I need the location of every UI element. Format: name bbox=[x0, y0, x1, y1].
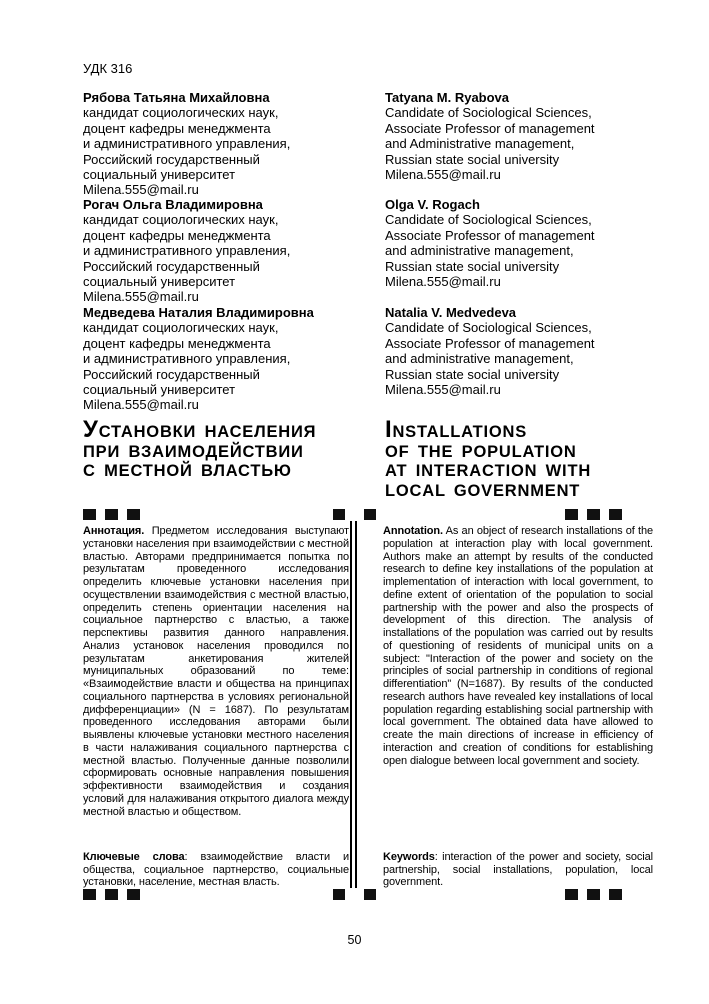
author-3-en bbox=[385, 305, 675, 397]
abstract-en bbox=[383, 525, 653, 889]
ornament-square bbox=[565, 509, 578, 520]
ornament-row-bottom-right bbox=[565, 889, 622, 900]
author-affiliation-line: Russian state social university bbox=[385, 366, 560, 382]
ornament-square bbox=[364, 509, 376, 520]
author-name: Рябова Татьяна Михайловна bbox=[83, 90, 270, 105]
author-affiliation-line: и административного управления, bbox=[83, 351, 291, 367]
author-affiliation-line: and administrative management, bbox=[385, 243, 574, 259]
author-affiliation-line: доцент кафедры менеджмента bbox=[83, 335, 271, 351]
author-affiliation-line: Russian state social university bbox=[385, 258, 560, 274]
title-drop-initial: У bbox=[83, 416, 99, 443]
ornament-square bbox=[364, 889, 376, 900]
udc-code: УДК 316 bbox=[83, 61, 133, 76]
author-affiliation-line: доцент кафедры менеджмента bbox=[83, 120, 271, 136]
author-name: Медведева Наталия Владимировна bbox=[83, 305, 314, 320]
ornament-square bbox=[333, 509, 345, 520]
author-name: Tatyana M. Ryabova bbox=[385, 90, 510, 105]
author-affiliation-line: социальный университет bbox=[83, 167, 236, 183]
ornament-row-top-right bbox=[565, 509, 622, 520]
title-line: ПРИ ВЗАИМОДЕЙСТВИИ bbox=[83, 442, 304, 461]
author-3-ru bbox=[83, 305, 373, 413]
title-line: С МЕСТНОЙ ВЛАСТЬЮ bbox=[83, 462, 292, 481]
author-affiliation-line: Associate Professor of management bbox=[385, 120, 595, 136]
author-affiliation-line: Candidate of Sociological Sciences, bbox=[385, 212, 592, 228]
ornament-square bbox=[127, 509, 140, 520]
abstract-label: Annotation. bbox=[383, 525, 443, 537]
author-affiliation-line: социальный университет bbox=[83, 274, 236, 290]
title-line: AT INTERACTION WITH bbox=[385, 462, 592, 481]
author-email: Milena.555@mail.ru bbox=[385, 274, 501, 290]
author-name: Olga V. Rogach bbox=[385, 197, 480, 212]
abstract-label: Аннотация. bbox=[83, 525, 145, 537]
author-affiliation-line: Candidate of Sociological Sciences, bbox=[385, 320, 592, 336]
author-email: Milena.555@mail.ru bbox=[385, 382, 501, 398]
author-name: Рогач Ольга Владимировна bbox=[83, 197, 263, 212]
title-line: УСТАНОВКИ НАСЕЛЕНИЯ bbox=[83, 416, 317, 443]
author-affiliation-line: кандидат социологических наук, bbox=[83, 105, 279, 121]
page-number: 50 bbox=[347, 933, 362, 947]
keywords-label: Ключевые слова bbox=[83, 850, 185, 863]
ornament-square-center-right bbox=[364, 889, 376, 900]
ornament-square bbox=[565, 889, 578, 900]
ornament-square bbox=[609, 509, 622, 520]
title-drop-initial: I bbox=[385, 416, 393, 443]
author-email: Milena.555@mail.ru bbox=[385, 167, 501, 183]
author-affiliation-line: Российский государственный bbox=[83, 366, 260, 382]
abstract-ru-text: Аннотация. Предметом исследования выступают установки населения при взаимодействии с местной властью. Авторами предпринимается попытка по результатам проведенного исследования определить ключевые установки населения при осуществлении взаимодействия с местной властью, определить степень ориентации населения на социальное партнерство с властью, а также перспективы развития данного направления. Анализ установок населения проводился по результатам анкетирования жителей муниципальных образований по теме: «Взаимодействие власти и общества на принципах социального партнерства в условиях региональной дифференциации» (N = 1687). По результатам проведенного исследования авторами были выявлены ключевые установки местного населения в части налаживания социального партнерства с местной властью. Полученные данные позволили сформировать основные направления повышения эффективности взаимодействия и создания условий для налаживания открытого диалога между местной властью и обществом. bbox=[83, 525, 349, 818]
author-affiliation-line: кандидат социологических наук, bbox=[83, 212, 279, 228]
title-line: OF THE POPULATION bbox=[385, 442, 577, 461]
ornament-square bbox=[127, 889, 140, 900]
author-email: Milena.555@mail.ru bbox=[83, 182, 199, 198]
title-line: LOCAL GOVERNMENT bbox=[385, 481, 581, 500]
author-1-ru bbox=[83, 90, 373, 198]
ornament-square bbox=[587, 509, 600, 520]
keywords-ru: Ключевые слова: взаимодействие власти и общества, социальное партнерство, социальные установки, население, местная власть. bbox=[83, 850, 349, 889]
author-affiliation-line: Российский государственный bbox=[83, 258, 260, 274]
ornament-square bbox=[587, 889, 600, 900]
ornament-square bbox=[83, 509, 96, 520]
ornament-row-bottom-left bbox=[83, 889, 140, 900]
author-affiliation-line: and Administrative management, bbox=[385, 136, 575, 152]
author-affiliation-line: доцент кафедры менеджмента bbox=[83, 227, 271, 243]
author-affiliation-line: кандидат социологических наук, bbox=[83, 320, 279, 336]
ornament-square bbox=[105, 509, 118, 520]
abstract-en-text: Annotation. As an object of research installations of the population at interaction play with local government. Authors make an attempt by results of the conducted research to define key installations of the population at implementation of interaction with local government, to define extent of orientation of the population to social partnership with the power and also the prospects of development of this direction. The analysis of installations of the population was carried out by results of questioning of residents of municipal units on a subject: "Interaction of the power and society on the principles of social partnership in conditions of regional differentiation" (N=1687). By results of the conducted research authors have revealed key installations of local population regarding establishing social partnership with local government. The obtained data have allowed to create the main directions of increase in efficiency of interaction and creation of conditions for establishing open dialogue between local government and society. bbox=[383, 525, 653, 767]
ornament-square-center-right bbox=[364, 509, 376, 520]
author-1-en bbox=[385, 90, 675, 182]
ornament-square-center-left bbox=[333, 889, 345, 900]
article-title-ru bbox=[83, 416, 373, 482]
author-affiliation-line: Candidate of Sociological Sciences, bbox=[385, 105, 592, 121]
ornament-square bbox=[333, 889, 345, 900]
article-title-en bbox=[385, 416, 675, 501]
author-email: Milena.555@mail.ru bbox=[83, 289, 199, 305]
author-affiliation-line: Associate Professor of management bbox=[385, 227, 595, 243]
ornament-square bbox=[105, 889, 118, 900]
author-name: Natalia V. Medvedeva bbox=[385, 305, 517, 320]
abstract-ru bbox=[83, 525, 349, 889]
title-line: INSTALLATIONS bbox=[385, 416, 528, 443]
author-affiliation-line: социальный университет bbox=[83, 382, 236, 398]
ornament-square-center-left bbox=[333, 509, 345, 520]
keywords-en: Keywords: interaction of the power and society, social partnership, social installations, population, local government. bbox=[383, 850, 653, 889]
column-divider-rule bbox=[350, 521, 357, 888]
author-affiliation-line: и административного управления, bbox=[83, 136, 291, 152]
author-affiliation-line: и административного управления, bbox=[83, 243, 291, 259]
ornament-square bbox=[609, 889, 622, 900]
author-affiliation-line: and administrative management, bbox=[385, 351, 574, 367]
author-affiliation-line: Российский государственный bbox=[83, 151, 260, 167]
author-2-en bbox=[385, 197, 675, 289]
author-affiliation-line: Associate Professor of management bbox=[385, 335, 595, 351]
author-2-ru bbox=[83, 197, 373, 305]
ornament-row-top-left bbox=[83, 509, 140, 520]
keywords-label: Keywords bbox=[383, 850, 435, 863]
ornament-square bbox=[83, 889, 96, 900]
author-affiliation-line: Russian state social university bbox=[385, 151, 560, 167]
author-email: Milena.555@mail.ru bbox=[83, 397, 199, 413]
